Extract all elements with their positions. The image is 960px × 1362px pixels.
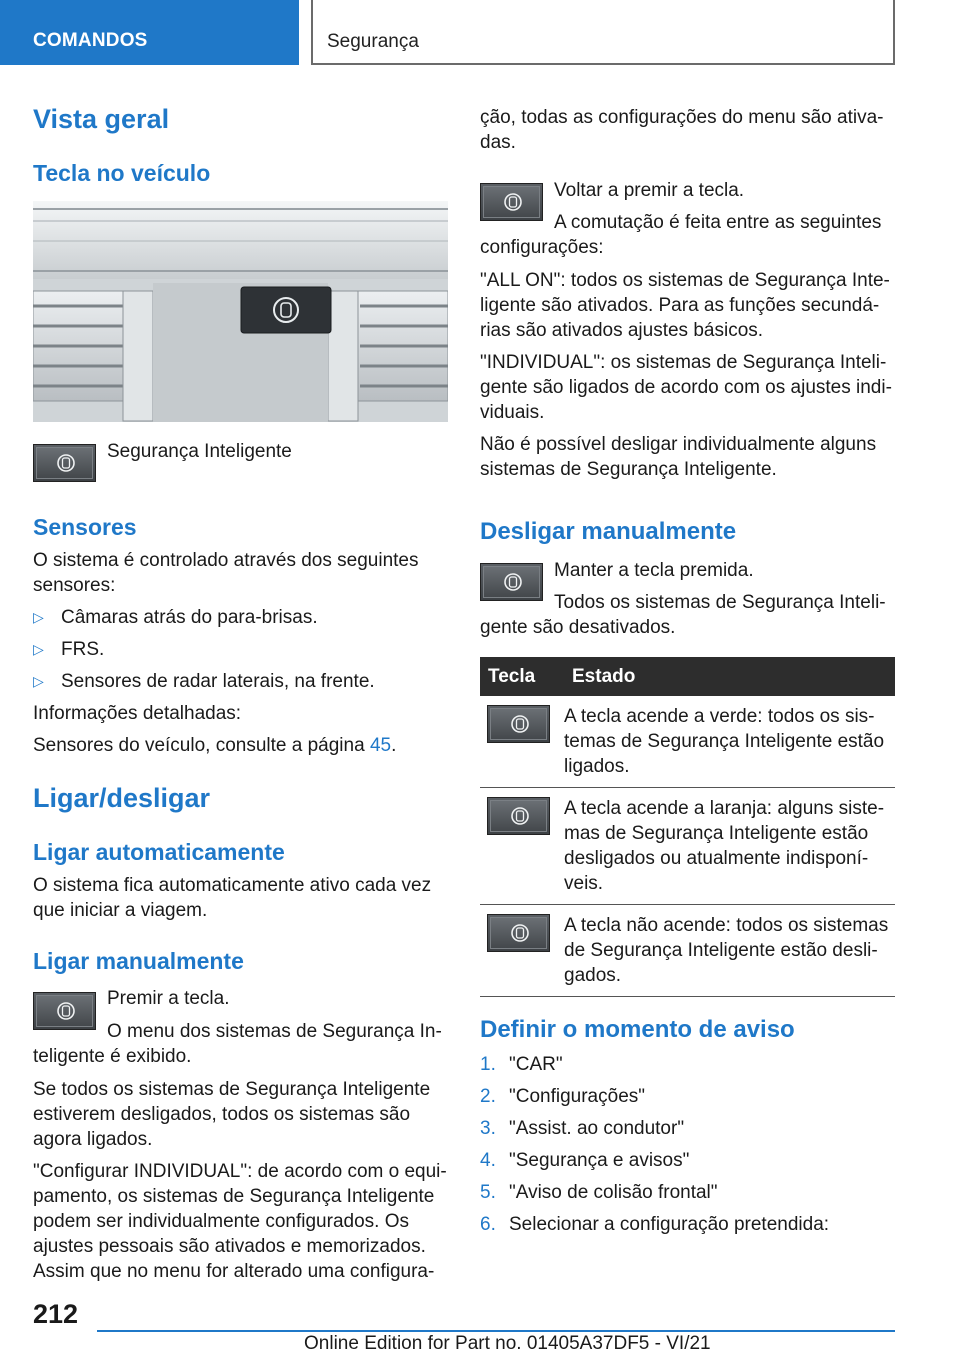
page-link[interactable]: 45 [369, 735, 392, 756]
intelligent-safety-icon [56, 453, 76, 473]
table-cell-line: A tecla acende a laranja: alguns siste- [564, 798, 885, 819]
heading-auto-on: Ligar automaticamente [33, 839, 285, 865]
safety-key-button [33, 992, 96, 1030]
page-number: 212 [33, 1299, 79, 1329]
manual-step-2: O menu dos sistemas de Segurança In- [107, 1021, 442, 1042]
intelligent-safety-icon [56, 1001, 76, 1021]
off-step-1: Manter a tecla premida. [554, 560, 754, 581]
heading-manual-off: Desligar manualmente [480, 518, 737, 545]
allon-line: rias são ativados ajustes básicos. [480, 320, 764, 341]
safety-key-green [487, 705, 550, 743]
header-section-tab [0, 0, 299, 65]
heading-key-in-vehicle: Tecla no veículo [33, 160, 211, 186]
table-cell-line: ligados. [564, 756, 630, 777]
continued-line-2: das. [480, 132, 516, 153]
manual-para2-line: "Configurar INDIVIDUAL": de acordo com o equi- [33, 1161, 447, 1182]
table-cell-line: A tecla não acende: todos os sistemas [564, 915, 889, 936]
intelligent-safety-icon [503, 192, 523, 212]
details-label: Informações detalhadas: [33, 703, 242, 724]
header-chapter-tab [311, 0, 895, 65]
manual-para2-line: ajustes pessoais são ativados e memorizados. [33, 1236, 426, 1257]
triangle-bullet-icon: ▷ [33, 641, 44, 657]
off-step-2: Todos os sistemas de Segurança Inteli- [554, 592, 886, 613]
table-cell-line: temas de Segurança Inteligente estão [564, 731, 885, 752]
heading-overview: Vista geral [33, 104, 170, 134]
table-row [480, 788, 895, 905]
safety-key-orange [487, 797, 550, 835]
dashboard-vents-illustration [33, 201, 448, 422]
footer-edition: Online Edition for Part no. 01405A37DF5 - VI/21 [304, 1333, 711, 1354]
safety-key-button [33, 444, 96, 482]
safety-key-button [480, 563, 543, 601]
heading-warning-time: Definir o momento de aviso [480, 1016, 795, 1043]
manual-para2-line: podem ser individualmente configurados. Os [33, 1211, 409, 1232]
sensors-intro-line-2: sensores: [33, 575, 116, 596]
header-section-label: COMANDOS [33, 30, 148, 51]
table-cell-line: A tecla acende a verde: todos os sis- [564, 706, 875, 727]
again-step-2b: configurações: [480, 237, 604, 258]
table-cell-line: gados. [564, 965, 622, 986]
key-label: Segurança Inteligente [107, 441, 292, 462]
heading-manual-on: Ligar manualmente [33, 948, 244, 974]
safety-key-off [487, 914, 550, 952]
intelligent-safety-icon [510, 714, 530, 734]
sensors-intro-line-1: O sistema é controlado através dos seguintes [33, 550, 419, 571]
heading-sensors: Sensores [33, 514, 137, 540]
heading-on-off: Ligar/desligar [33, 783, 211, 813]
details-text: Sensores do veículo, consulte a página 45. [33, 735, 397, 756]
table-cell-line: de Segurança Inteligente estão desli- [564, 940, 878, 961]
triangle-bullet-icon: ▷ [33, 673, 44, 689]
table-header-key: Tecla [480, 657, 564, 696]
footer-divider [97, 1330, 895, 1332]
vehicle-key-photo [33, 201, 448, 422]
manual-para1-line: Se todos os sistemas de Segurança Inteligente [33, 1079, 431, 1100]
off-step-2b: gente são desativados. [480, 617, 676, 638]
notpossible-line: sistemas de Segurança Inteligente. [480, 459, 777, 480]
intelligent-safety-icon [503, 572, 523, 592]
table-header-row [480, 657, 895, 696]
manual-para1-line: estiverem desligados, todos os sistemas são [33, 1104, 411, 1125]
safety-key-button [480, 183, 543, 221]
manual-para2-line: pamento, os sistemas de Segurança Inteligente [33, 1186, 435, 1207]
manual-para2-line: Assim que no menu for alterado uma configura- [33, 1261, 435, 1282]
manual-step-2b: teligente é exibido. [33, 1046, 192, 1067]
again-step-2: A comutação é feita entre as seguintes [554, 212, 882, 233]
table-row [480, 696, 895, 788]
triangle-bullet-icon: ▷ [33, 609, 44, 625]
manual-step-1: Premir a tecla. [107, 988, 230, 1009]
notpossible-line: Não é possível desligar individualmente alguns [480, 434, 877, 455]
individual-line: "INDIVIDUAL": os sistemas de Segurança Inteli- [480, 352, 887, 373]
key-state-table [480, 657, 895, 997]
table-header-state: Estado [564, 657, 895, 696]
intelligent-safety-icon [510, 806, 530, 826]
auto-text-line-2: que iniciar a viagem. [33, 900, 208, 921]
manual-para1-line: agora ligados. [33, 1129, 153, 1150]
table-cell-line: veis. [564, 873, 604, 894]
table-row [480, 905, 895, 997]
individual-line: gente são ligados de acordo com os ajustes indi- [480, 377, 892, 398]
table-cell-line: desligados ou atualmente indisponí- [564, 848, 869, 869]
allon-line: ligente são ativados. Para as funções secundá- [480, 295, 880, 316]
auto-text-line-1: O sistema fica automaticamente ativo cada vez [33, 875, 432, 896]
continued-line-1: ção, todas as configurações do menu são ativa- [480, 107, 884, 128]
header-chapter-label: Segurança [327, 31, 419, 52]
intelligent-safety-icon [510, 923, 530, 943]
allon-line: "ALL ON": todos os sistemas de Segurança Inte- [480, 270, 890, 291]
individual-line: viduais. [480, 402, 545, 423]
again-step-1: Voltar a premir a tecla. [554, 180, 745, 201]
table-cell-line: mas de Segurança Inteligente estão [564, 823, 869, 844]
